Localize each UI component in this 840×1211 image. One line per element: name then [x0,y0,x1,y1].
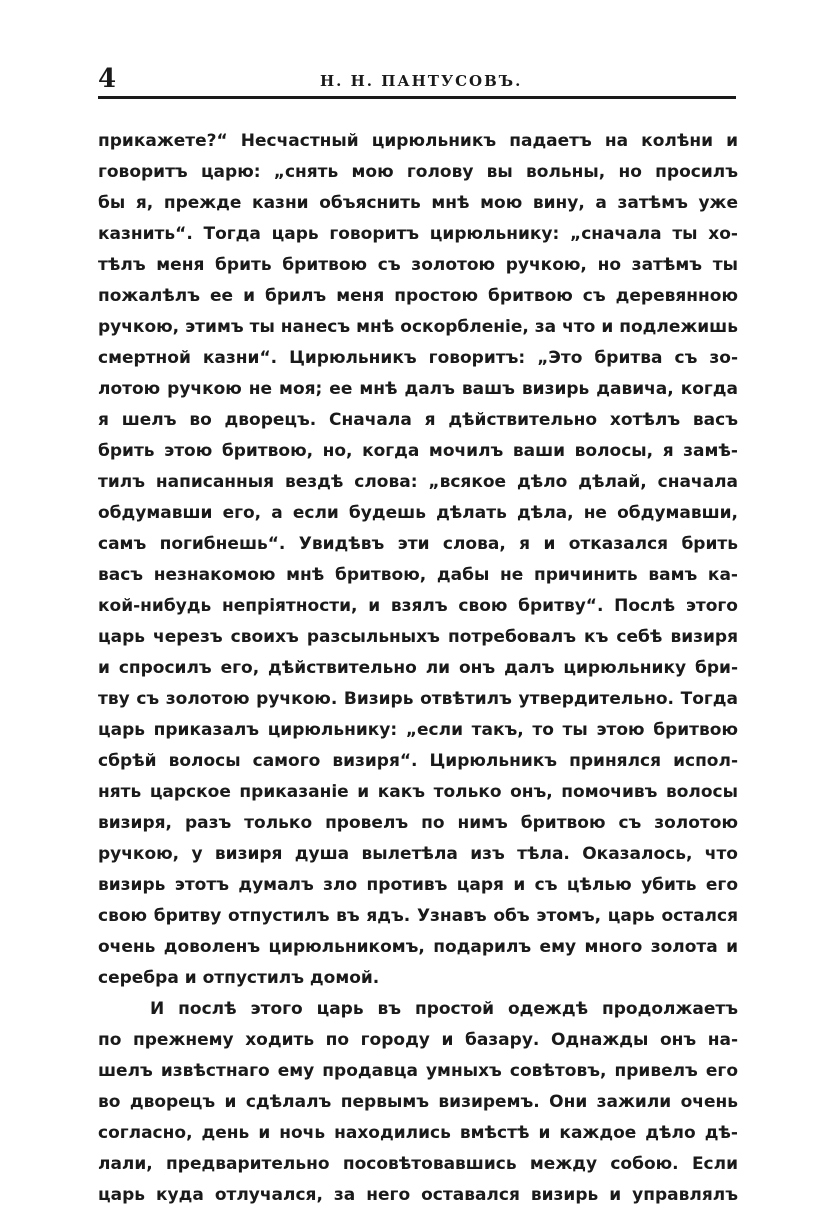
text-line: царь черезъ своихъ разсыльныхъ потребовалъ къ себѣ визиря [98,627,738,647]
text-line: серебра и отпустилъ домой. [98,968,380,988]
text-line: очень доволенъ цирюльникомъ, подарилъ ему много золота и [98,937,738,957]
text-line: обдумавши его, а если будешь дѣлать дѣла, не обдумавши, [98,503,738,523]
header-rule [98,96,736,99]
text-line: сбрѣй волосы самого визиря“. Цирюльникъ принялся испол- [98,751,738,771]
text-line: визиря, разъ только провелъ по нимъ бритвою съ золотою [98,813,738,833]
text-line: тилъ написанныя вездѣ слова: „всякое дѣло дѣлай, сначала [98,472,738,492]
text-line: говоритъ царю: „снять мою голову вы вольны, но просилъ [98,162,738,182]
text-line: смертной казни“. Цирюльникъ говоритъ: „Это бритва съ зо- [98,348,738,368]
text-line: нять царское приказаніе и какъ только онъ, помочивъ волосы [98,782,738,802]
text-line: самъ погибнешь“. Увидѣвъ эти слова, я и отказался брить [98,534,738,554]
text-line: тву съ золотою ручкою. Визирь отвѣтилъ утвердительно. Тогда [98,689,738,709]
text-line: брить этою бритвою, но, когда мочилъ ваши волосы, я замѣ- [98,441,738,461]
body-text [98,126,738,1211]
page-header [98,66,736,100]
text-line: прикажете?“ Несчастный цирюльникъ падаетъ на колѣни и [98,131,738,151]
text-line: пожалѣлъ ее и брилъ меня простою бритвою съ деревянною [98,286,738,306]
text-line: васъ незнакомою мнѣ бритвою, дабы не причинить вамъ ка- [98,565,738,585]
text-line: по прежнему ходить по городу и базару. Однажды онъ на- [98,1030,738,1050]
text-line: лотою ручкою не моя; ее мнѣ далъ вашъ визирь давича, когда [98,379,738,399]
text-line: лали, предварительно посовѣтовавшись между собою. Если [98,1154,738,1174]
text-line: я шелъ во дворецъ. Сначала я дѣйствительно хотѣлъ васъ [98,410,738,430]
text-line: тѣлъ меня брить бритвою съ золотою ручкою, но затѣмъ ты [98,255,738,275]
text-line: царь приказалъ цирюльнику: „если такъ, то ты этою бритвою [98,720,738,740]
text-line: царь куда отлучался, за него оставался визирь и управлялъ [98,1185,738,1205]
text-line: казнить“. Тогда царь говоритъ цирюльнику: „сначала ты хо- [98,224,738,244]
running-head: Н. Н. ПАНТУСОВЪ. [320,72,523,90]
text-line: свою бритву отпустилъ въ ядъ. Узнавъ объ этомъ, царь остался [98,906,738,926]
text-line: согласно, день и ночь находились вмѣстѣ и каждое дѣло дѣ- [98,1123,738,1143]
text-line: ручкою, у визиря душа вылетѣла изъ тѣла. Оказалось, что [98,844,738,864]
text-line: во дворецъ и сдѣлалъ первымъ визиремъ. Они зажили очень [98,1092,738,1112]
page-number: 4 [98,64,117,94]
text-line: кой-нибудь непріятности, и взялъ свою бритву“. Послѣ этого [98,596,738,616]
text-line: бы я, прежде казни объяснить мнѣ мою вину, а затѣмъ уже [98,193,738,213]
text-line: шелъ извѣстнаго ему продавца умныхъ совѣтовъ, привелъ его [98,1061,738,1081]
text-line: визирь этотъ думалъ зло противъ царя и съ цѣлью убить его [98,875,738,895]
paragraph-start-line: И послѣ этого царь въ простой одеждѣ продолжаетъ [150,999,738,1019]
text-line: и спросилъ его, дѣйствительно ли онъ далъ цирюльнику бри- [98,658,738,678]
text-line: ручкою, этимъ ты нанесъ мнѣ оскорбленіе, за что и подлежишь [98,317,738,337]
